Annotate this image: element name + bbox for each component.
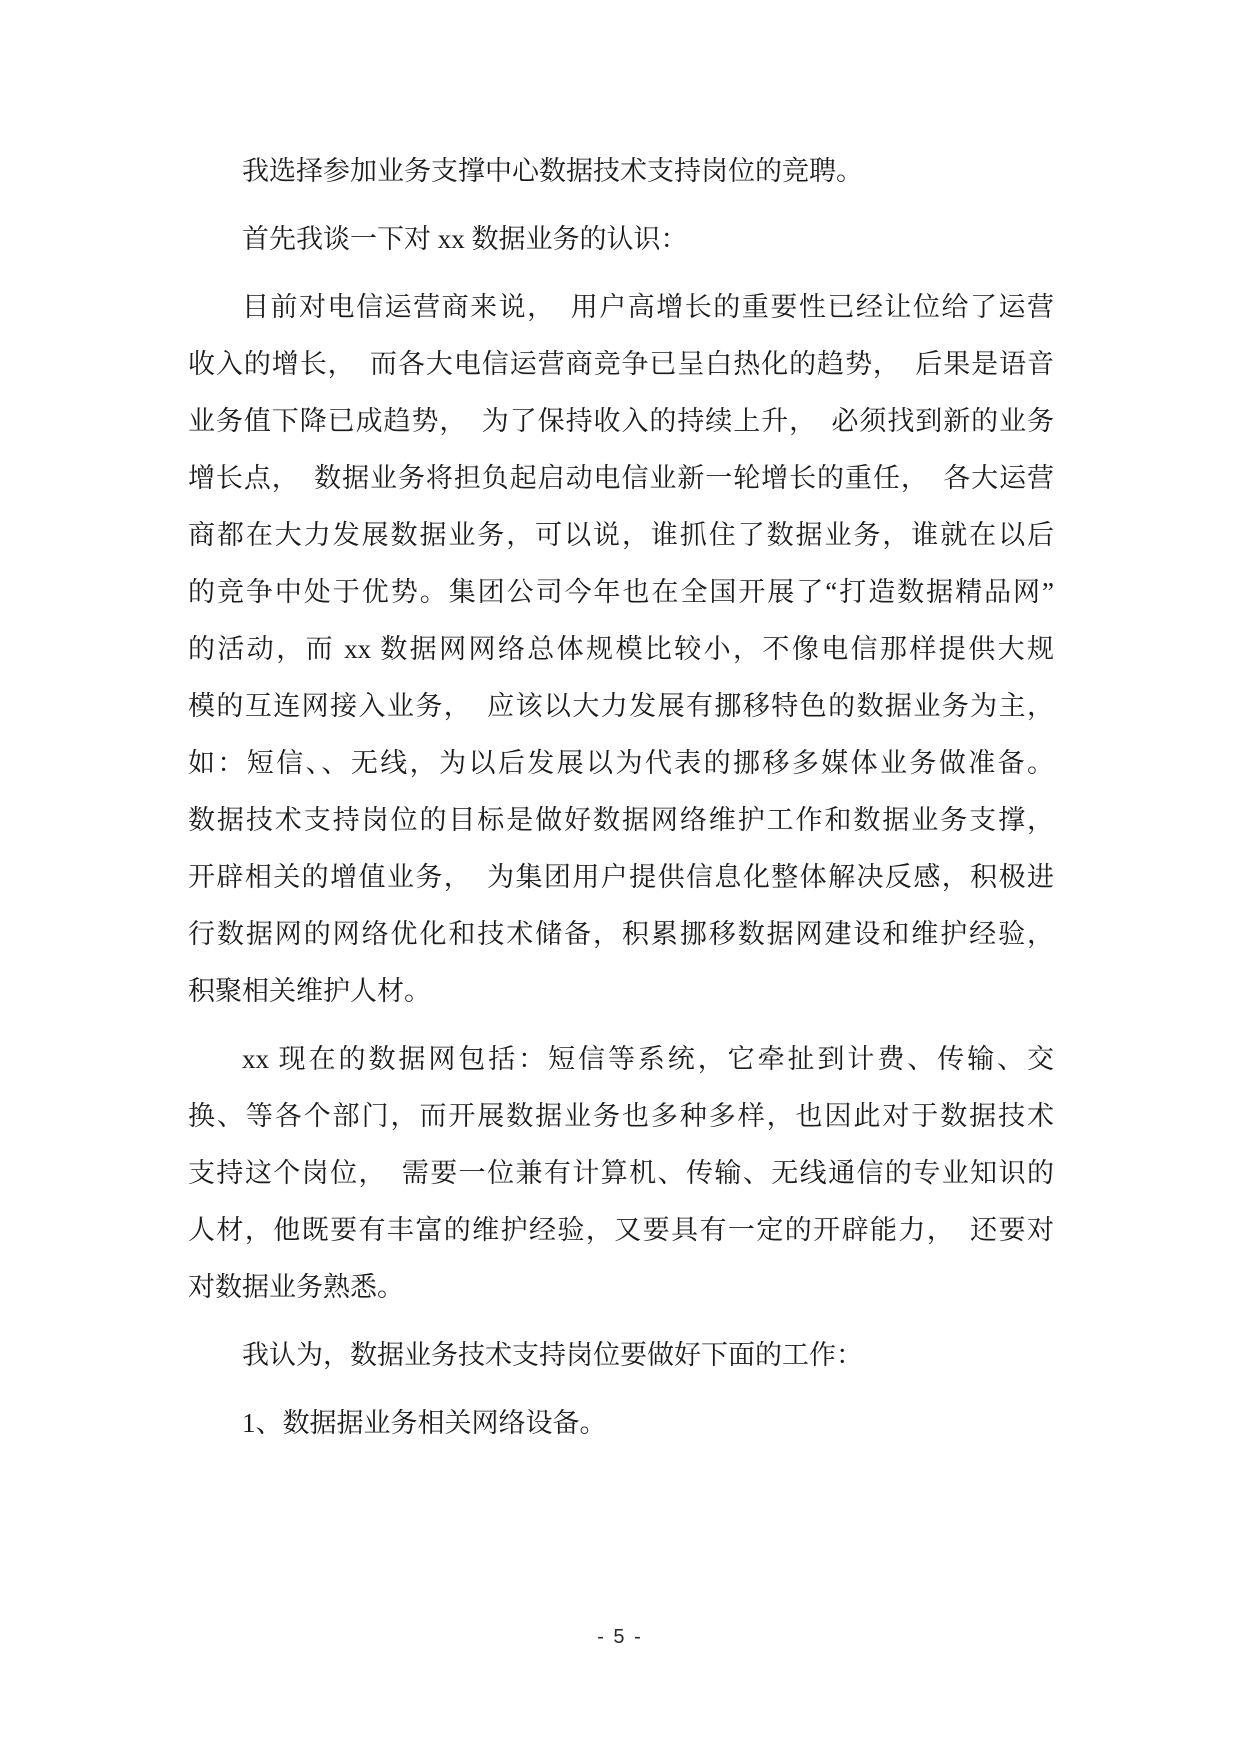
text-line: 我选择参加业务支撑中心数据技术支持岗位的竞聘。 [242,156,863,186]
text-line: 支持这个岗位， 需要一位兼有计算机、传输、无线通信的专业知识的 [188,1158,1054,1188]
text-line: 我认为，数据业务技术支持岗位要做好下面的工作： [242,1340,863,1370]
text-line: xx 现在的数据网包括：短信等系统，它牵扯到计费、传输、交 [242,1044,1054,1074]
paragraph [188,211,1054,268]
text-line: 积聚相关维护人材。 [188,976,431,1006]
paragraph [188,279,1054,1020]
text-line: 开辟相关的增值业务， 为集团用户提供信息化整体解决反感，积极进 [188,862,1054,892]
text-line: 首先我谈一下对 xx 数据业务的认识： [242,224,688,254]
text-line: 换、等各个部门，而开展数据业务也多种多样，也因此对于数据技术 [188,1101,1054,1131]
paragraph [188,1327,1054,1384]
text-line: 的活动，而 xx 数据网网络总体规模比较小，不像电信那样提供大规 [188,634,1054,664]
page-number: - 5 - [597,1626,643,1648]
document-body [188,143,1054,1463]
paragraph [188,1395,1054,1452]
text-line: 如：短信、、无线，为以后发展以为代表的挪移多媒体业务做准备。 [188,748,1054,778]
paragraph [188,143,1054,200]
text-line: 数据技术支持岗位的目标是做好数据网络维护工作和数据业务支撑， [188,805,1054,835]
text-line: 1、数据据业务相关网络设备。 [242,1408,607,1438]
text-line: 的竞争中处于优势。集团公司今年也在全国开展了“打造数据精品网” [188,577,1054,607]
text-line: 商都在大力发展数据业务，可以说，谁抓住了数据业务，谁就在以后 [188,520,1054,550]
paragraph [188,1031,1054,1316]
text-line: 对数据业务熟悉。 [188,1272,404,1302]
text-line: 模的互连网接入业务， 应该以大力发展有挪移特色的数据业务为主， [188,691,1054,721]
text-line: 业务值下降已成趋势， 为了保持收入的持续上升， 必须找到新的业务 [188,406,1054,436]
text-line: 收入的增长， 而各大电信运营商竞争已呈白热化的趋势， 后果是语音 [188,349,1054,379]
text-line: 人材，他既要有丰富的维护经验，又要具有一定的开辟能力， 还要对 [188,1215,1054,1245]
text-line: 增长点， 数据业务将担负起启动电信业新一轮增长的重任， 各大运营 [188,463,1054,493]
text-line: 行数据网的网络优化和技术储备，积累挪移数据网建设和维护经验， [188,919,1054,949]
text-line: 目前对电信运营商来说， 用户高增长的重要性已经让位给了运营 [242,292,1054,322]
